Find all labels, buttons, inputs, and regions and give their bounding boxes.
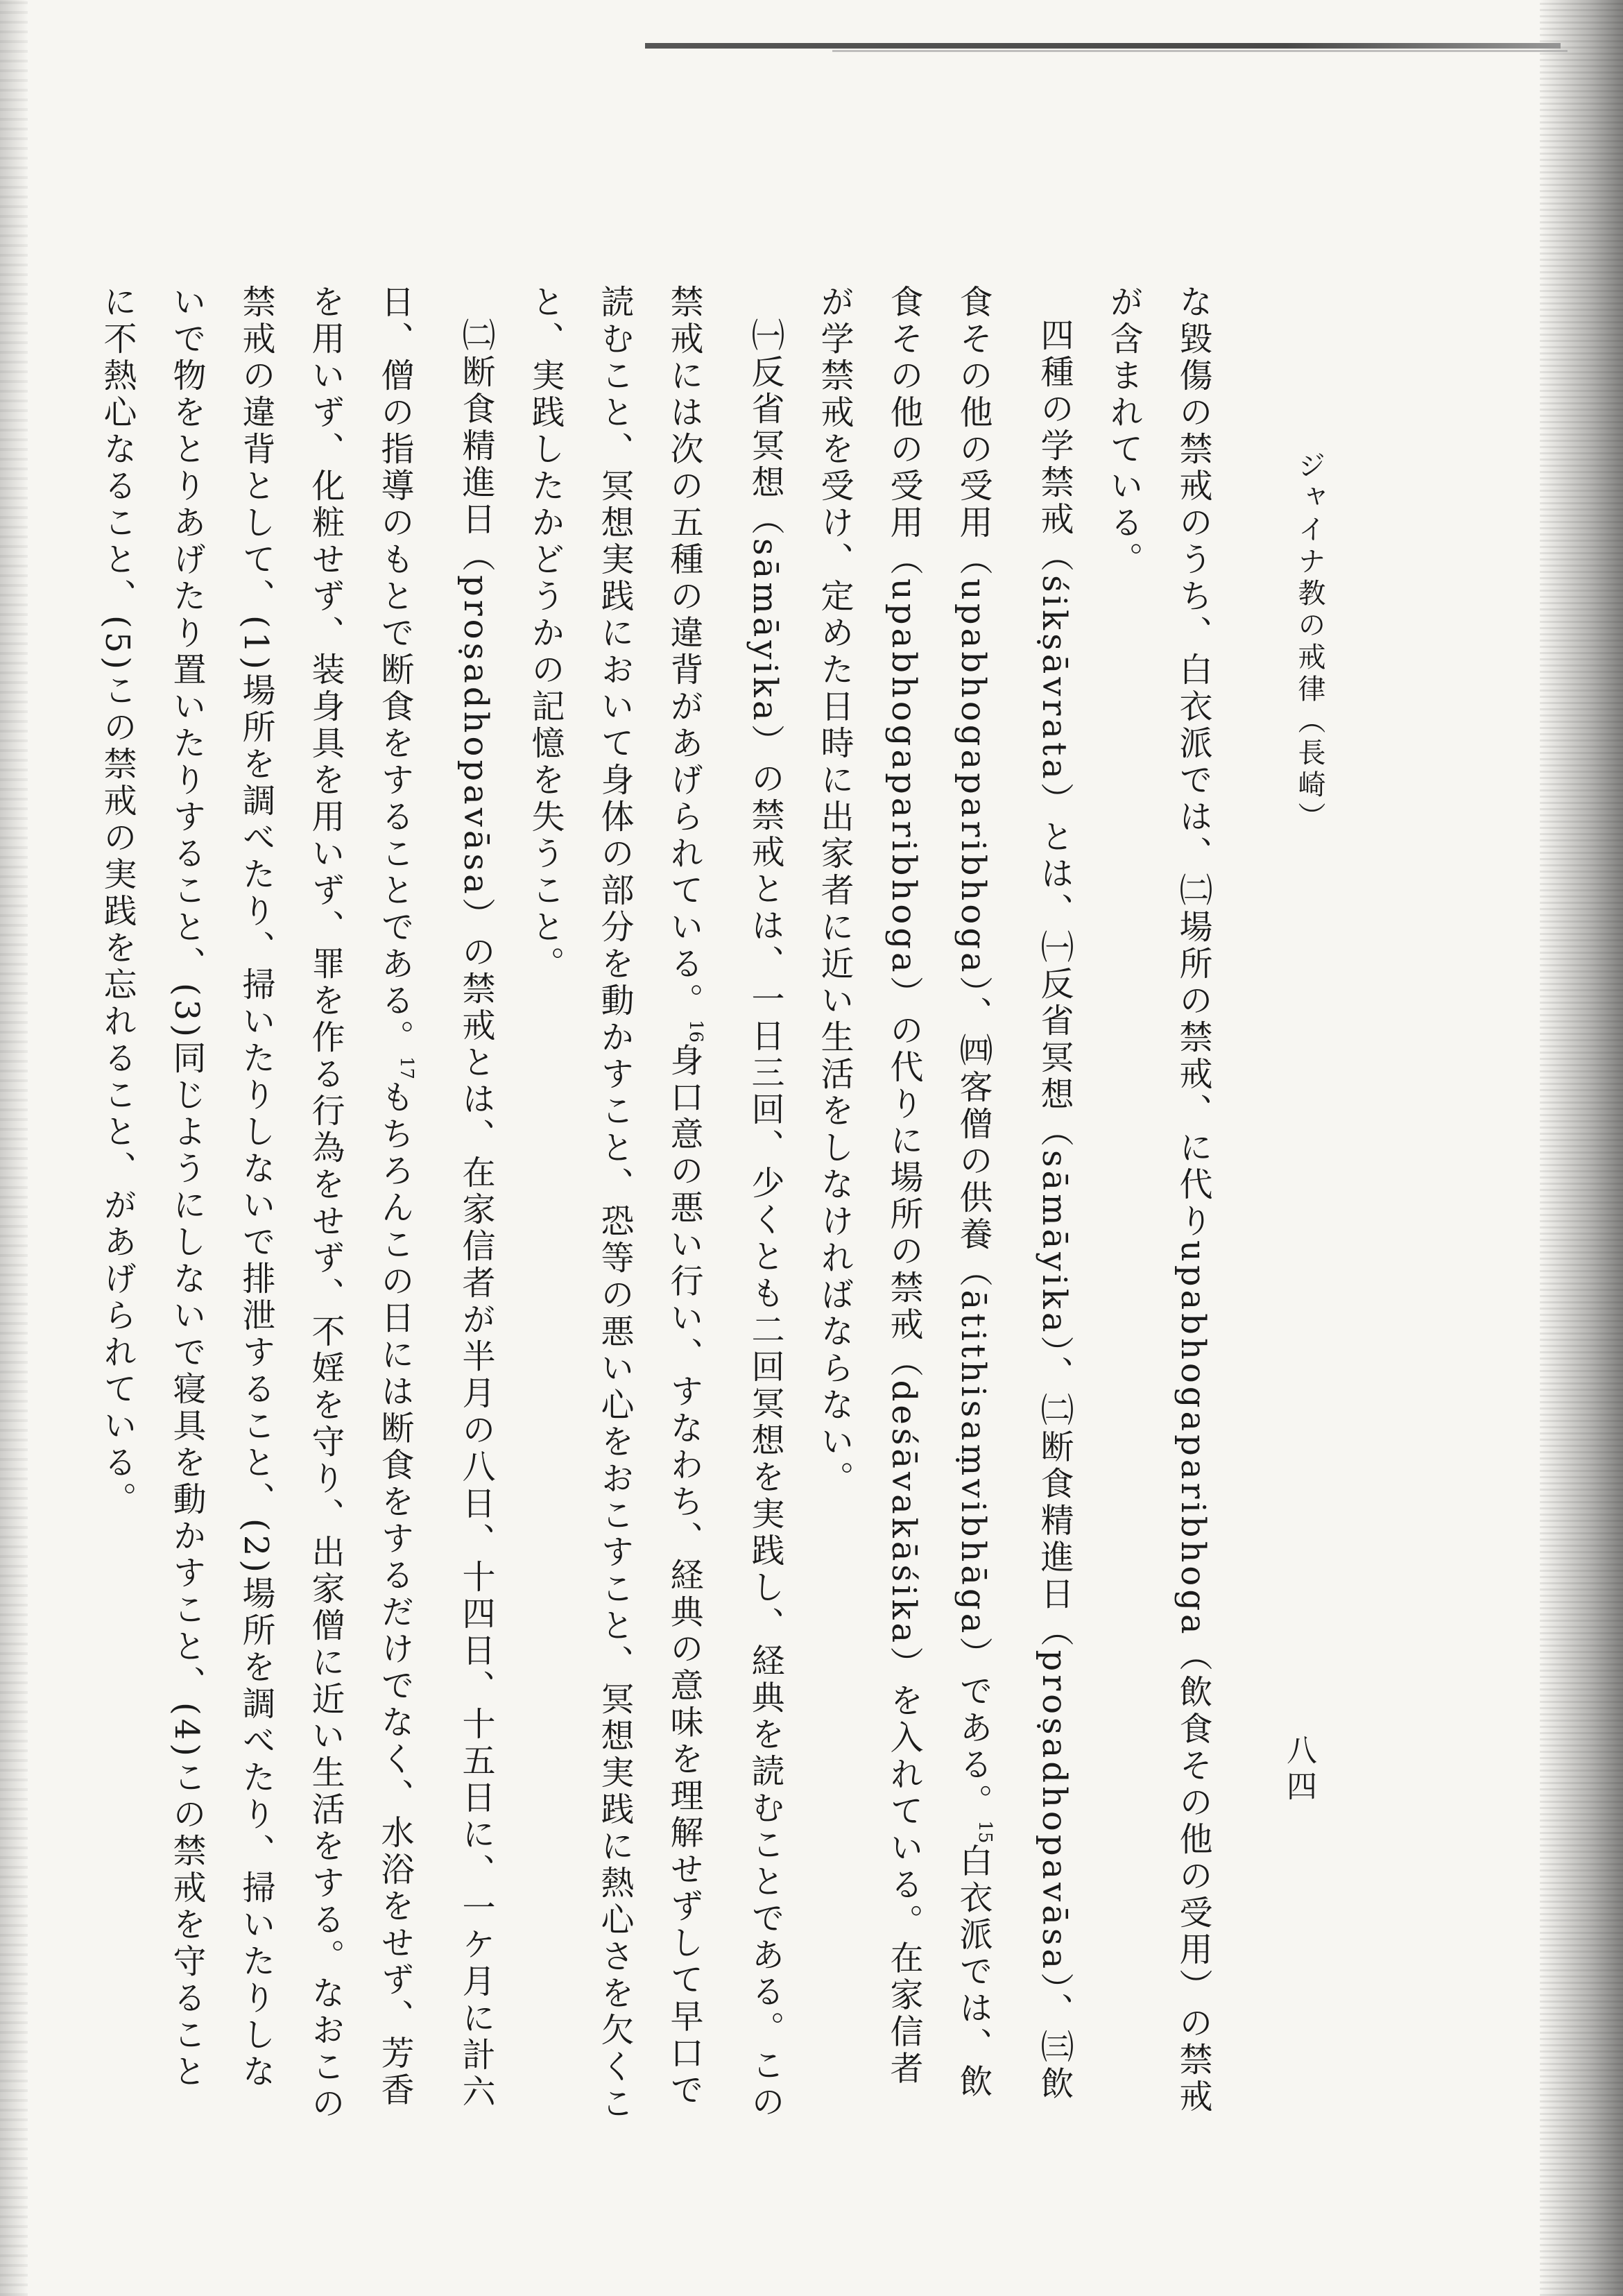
scan-top-rule-secondary [832, 50, 1568, 52]
paragraph-3-rest: 身口意の悪い行い、すなわち、経典の意味を理解せずして早口で読むこと、冥想実践において身体の部分を動かすこと、恐等の悪い心をおこすこと、冥想実践に熱心さを欠くこと、実践したかどうかの記憶を失うこと。 [526, 284, 703, 2123]
paragraph-3-text: ㈠反省冥想（sāmāyika）の禁戒とは、一日三回、少くとも二回冥想を実践し、経典を読むことである。この禁戒には次の五種の違背があげられている。 [664, 284, 784, 2121]
paragraph-2 [800, 284, 1089, 2123]
paragraph-4-rest: もちろんこの日には断食をするだけでなく、水浴をせず、芳香を用いず、化粧せず、装身具を用いず、罪を作る行為をせず、不婬を守り、出家僧に近い生活をする。なおこの禁戒の違背として、(1)場所を調べたり、掃いたりしないで排泄すること、(2)場所を調べたり、掃いたりしないで物をとりあげたり置いたりすること、(3)同じようにしないで寝具を動かすこと、(4)この禁戒を守ることに不熱心なること、(5)この禁戒の実践を忘れること、があげられている。 [98, 284, 414, 2123]
footnote-ref-16: 16 [685, 1020, 706, 1043]
page-number: 八四 [1281, 1734, 1316, 1806]
paragraph-4-text: ㈡断食精進日（proṣadhopavāsa）の禁戒とは、在家信者が半月の八日、十四日、十五日に、一ケ月に計六日、僧の指導のもとで断食をすることである。 [375, 284, 495, 2111]
paragraph-2-rest: 白衣派では、飲食その他の受用（upabhogaparibhoga）の代りに場所の禁戒（deśāvakāśika）を入れている。在家信者が学禁戒を受け、定めた日時に出家者に近い生活をしなければならない。 [815, 284, 993, 2101]
scan-left-edge [0, 0, 28, 2296]
paragraph-3 [510, 284, 800, 2123]
paragraph-4 [83, 284, 510, 2123]
footnote-ref-15: 15 [974, 1820, 995, 1844]
scan-top-rule [645, 43, 1561, 49]
scan-right-edge [1540, 0, 1623, 2296]
body-text [98, 284, 1228, 2123]
footnote-ref-17: 17 [396, 1056, 417, 1080]
paragraph-1-text: な毀傷の禁戒のうち、白衣派では、㈡場所の禁戒、に代りupabhogaparibhoga（飲食その他の受用）の禁戒が含まれている。 [1104, 284, 1212, 2116]
paragraph-1 [1089, 284, 1228, 2123]
paragraph-2-text: 四種の学禁戒（śikṣāvrata）とは、㈠反省冥想（sāmāyika）、㈡断食精進日（proṣadhopavāsa）、㈢飲食その他の受用（upabhogaparibhoga）、㈣客僧の供養（ātithisaṃvibhāga）である。 [954, 284, 1074, 2103]
running-header-title: ジャイナ教の戒律（長崎） [1294, 451, 1325, 834]
